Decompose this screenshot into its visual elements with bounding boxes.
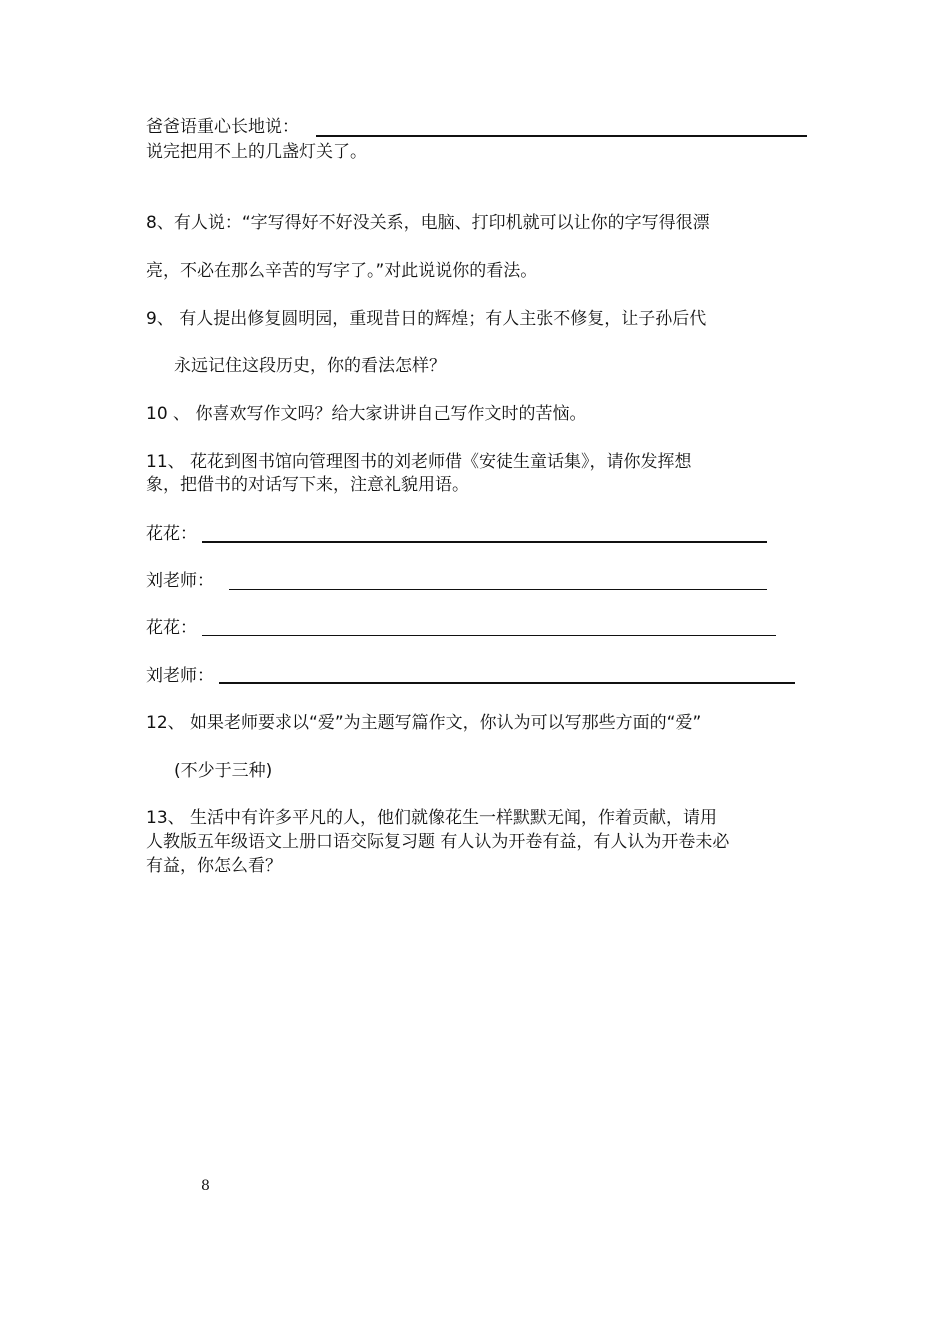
dialog-label-huahua: 花花： <box>146 524 197 544</box>
top-line-2: 说完把用不上的几盏灯关了。 <box>146 142 367 162</box>
question-13-line-3: 有益，你怎么看？ <box>146 856 282 876</box>
question-11-line-2: 象，把借书的对话写下来，注意礼貌用语。 <box>146 475 469 495</box>
top-line-1-label: 爸爸语重心长地说： <box>146 117 299 137</box>
question-13-line-2: 人教版五年级语文上册口语交际复习题 有人认为开卷有益，有人认为开卷未必 <box>146 832 730 852</box>
dialog-label-huahua: 花花： <box>146 618 197 638</box>
dialog-answer-line[interactable] <box>202 635 776 636</box>
question-8-line-1: 8、有人说：“字写得好不好没关系，电脑、打印机就可以让你的字写得很漂 <box>146 213 710 233</box>
question-13-line-1: 13、 生活中有许多平凡的人，他们就像花生一样默默无闻，作着贡献，请用 <box>146 808 718 828</box>
answer-line[interactable] <box>316 135 807 137</box>
dialog-answer-line[interactable] <box>202 541 767 543</box>
dialog-label-teacher-liu: 刘老师： <box>146 571 214 591</box>
question-12-line-2: (不少于三种) <box>174 761 273 781</box>
question-9-line-2: 永远记住这段历史，你的看法怎样？ <box>174 356 446 376</box>
dialog-label-teacher-liu: 刘老师： <box>146 666 214 686</box>
question-8-line-2: 亮，不必在那么辛苦的写字了。”对此说说你的看法。 <box>146 261 538 281</box>
page-number: 8 <box>201 1178 210 1194</box>
question-11-line-1: 11、 花花到图书馆向管理图书的刘老师借《安徒生童话集》，请你发挥想 <box>146 452 692 472</box>
question-9-line-1: 9、 有人提出修复圆明园，重现昔日的辉煌；有人主张不修复，让子孙后代 <box>146 309 707 329</box>
question-12-line-1: 12、 如果老师要求以“爱”为主题写篇作文，你认为可以写那些方面的“爱” <box>146 713 702 733</box>
dialog-answer-line[interactable] <box>219 682 795 684</box>
dialog-answer-line[interactable] <box>229 589 767 590</box>
question-10-line-1: 10 、 你喜欢写作文吗？给大家讲讲自己写作文时的苦恼。 <box>146 404 587 424</box>
